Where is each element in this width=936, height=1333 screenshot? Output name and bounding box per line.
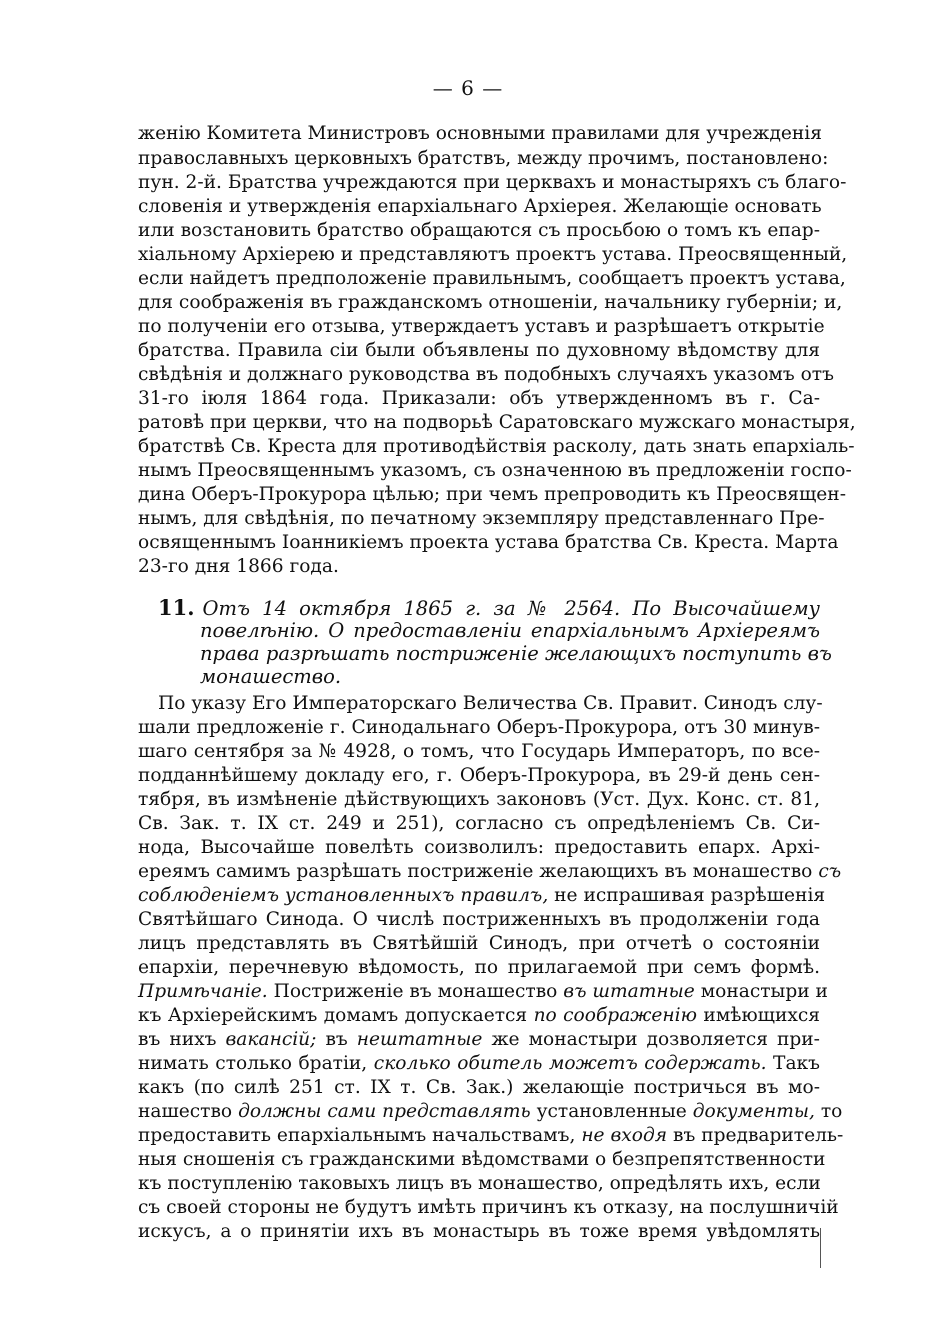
italic-segment: въ штатные <box>563 981 695 1002</box>
italic-segment: документы, <box>692 1101 815 1122</box>
text-line: ратовѣ при церкви, что на подворьѣ Саратовскаго мужскаго монастыря, <box>138 412 856 433</box>
section-title-line: повелѣнію. О предоставленіи епархіальнымъ Архіереямъ <box>200 619 820 642</box>
italic-segment: съ <box>818 861 842 882</box>
text-segment: въ <box>325 1029 348 1050</box>
italic-segment: не входя <box>581 1125 668 1146</box>
text-line: братства. Правила сіи были объявлены по духовному вѣдомству для <box>138 340 820 361</box>
text-line: для соображенія въ гражданскомъ отношеніи, начальнику губерніи; и, <box>138 292 843 313</box>
text-line: хіальному Архіерею и представляютъ проектъ устава. Преосвященный, <box>138 244 848 265</box>
text-line <box>138 1101 843 1123</box>
text-line <box>138 885 826 907</box>
text-line: женію Комитета Министровъ основными правилами для учрежденія <box>138 123 822 144</box>
text-line: къ поступленію таковыхъ лицъ въ монашество, опредѣлять ихъ, если <box>138 1173 821 1194</box>
italic-segment: по соображенію <box>533 1005 697 1026</box>
text-segment: ереямъ самимъ разрѣшать постриженіе желающихъ въ монашество <box>138 861 813 882</box>
text-line: нода, Высочайше повелѣть соизволилъ: предоставить епарх. Архі- <box>138 837 820 858</box>
text-segment: нашество <box>138 1101 233 1122</box>
text-line: словенія и утвержденія епархіальнаго Архіерея. Желающіе основать <box>138 196 822 217</box>
text-segment: монастыри и <box>700 981 828 1002</box>
text-segment: же монастыри дозволяется при- <box>491 1029 820 1050</box>
text-line: пун. 2-й. Братства учреждаются при церквахъ и монастыряхъ съ благо- <box>138 172 847 193</box>
text-line: православныхъ церковныхъ братствъ, между прочимъ, постановлено: <box>138 148 829 169</box>
text-line: искусъ, а о принятіи ихъ въ монастырь въ тоже время увѣдомлять <box>138 1221 820 1242</box>
text-line: нымъ Преосвященнымъ указомъ, съ означенною въ предложеніи госпо- <box>138 460 852 481</box>
text-line: если найдетъ предположеніе правильнымъ, сообщаетъ проектъ устава, <box>138 268 846 289</box>
text-line <box>138 1053 820 1075</box>
text-segment: то <box>820 1101 843 1122</box>
text-line: епархіи, перечневую вѣдомость, по прилагаемой при семъ формѣ. <box>138 957 820 978</box>
text-line: тября, въ измѣненіе дѣйствующихъ законовъ (Уст. Дух. Конс. ст. 81, <box>138 789 820 810</box>
italic-segment: соблюденіемъ установленныхъ правилъ, <box>138 885 549 906</box>
section-heading <box>158 597 820 620</box>
text-line <box>138 981 828 1003</box>
text-line <box>138 1125 844 1147</box>
text-line: по полученіи его отзыва, утверждаетъ уставъ и разрѣшаетъ открытіе <box>138 316 825 337</box>
text-line: какъ (по силѣ 251 ст. IX т. Св. Зак.) желающіе постричься въ мо- <box>138 1077 820 1098</box>
text-line <box>138 861 842 883</box>
text-line: Святѣйшаго Синода. О числѣ постриженныхъ въ продолженіи года <box>138 909 820 930</box>
text-line: Св. Зак. т. IX ст. 249 и 251), согласно съ опредѣленіемъ Св. Си- <box>138 813 820 834</box>
section-number: 11. <box>158 595 195 620</box>
section-title-line: права разрѣшать постриженіе желающихъ поступить въ <box>200 642 832 665</box>
text-line: или возстановить братство обращаются съ просьбою о томъ къ епар- <box>138 220 820 241</box>
text-segment: въ предваритель- <box>673 1125 844 1146</box>
text-segment: предоставить епархіальнымъ начальствамъ, <box>138 1125 576 1146</box>
text-line <box>138 1005 820 1027</box>
page-number: — 6 — <box>432 76 504 100</box>
italic-segment: нештатные <box>356 1029 483 1050</box>
text-segment: нимать столько братіи, <box>138 1053 368 1074</box>
text-segment: къ Архіерейскимъ домамъ допускается <box>138 1005 528 1026</box>
italic-segment: должны сами представлять <box>238 1101 531 1122</box>
text-line: шаго сентября за № 4928, о томъ, что Государь Императоръ, по все- <box>138 741 820 762</box>
text-segment: Такъ <box>773 1053 820 1074</box>
text-segment: установленные <box>536 1101 687 1122</box>
text-line: освященнымъ Іоанникіемъ проекта устава братства Св. Креста. Марта <box>138 532 839 553</box>
section-title-line: монашество. <box>200 665 342 688</box>
page-edge-mark <box>820 1228 821 1268</box>
text-line <box>138 1029 820 1051</box>
text-line: 31-го іюля 1864 года. Приказали: объ утвержденномъ въ г. Са- <box>138 388 820 409</box>
text-line: братствѣ Св. Креста для противодѣйствія расколу, дать знать епархіаль- <box>138 436 855 457</box>
text-segment: имѣющихся <box>703 1005 820 1026</box>
text-segment: въ нихъ <box>138 1029 217 1050</box>
italic-segment: вакансій; <box>225 1029 317 1050</box>
text-line: 23-го дня 1866 года. <box>138 556 339 577</box>
text-line: дина Оберъ-Прокурора цѣлью; при чемъ препроводить къ Преосвящен- <box>138 484 846 505</box>
text-line: подданнѣйшему докладу его, г. Оберъ-Прокурора, въ 29-й день сен- <box>138 765 820 786</box>
text-line: По указу Его Императорскаго Величества Св. Правит. Синодъ слу- <box>158 693 823 714</box>
text-line: шали предложеніе г. Синодальнаго Оберъ-Прокурора, отъ 30 минув- <box>138 717 820 738</box>
italic-segment: сколько обитель можетъ содержать. <box>373 1053 767 1074</box>
text-line: лицъ представлять въ Святѣйшій Синодъ, при отчетѣ о состояніи <box>138 933 820 954</box>
text-line: ныя сношенія съ гражданскими вѣдомствами о безпрепятственности <box>138 1149 826 1170</box>
italic-segment: Примѣчаніе. <box>138 981 268 1002</box>
text-segment: Постриженіе въ монашество <box>273 981 558 1002</box>
text-segment: не испрашивая разрѣшенія <box>554 885 826 906</box>
section-title-line: Отъ 14 октября 1865 г. за № 2564. По Высочайшему <box>202 597 820 620</box>
text-line: нымъ, для свѣдѣнія, по печатному экземпляру представленнаго Пре- <box>138 508 825 529</box>
text-line: съ своей стороны не будутъ имѣть причинъ къ отказу, на послушничій <box>138 1197 839 1218</box>
text-line: свѣдѣнія и должнаго руководства въ подобныхъ случаяхъ указомъ отъ <box>138 364 834 385</box>
